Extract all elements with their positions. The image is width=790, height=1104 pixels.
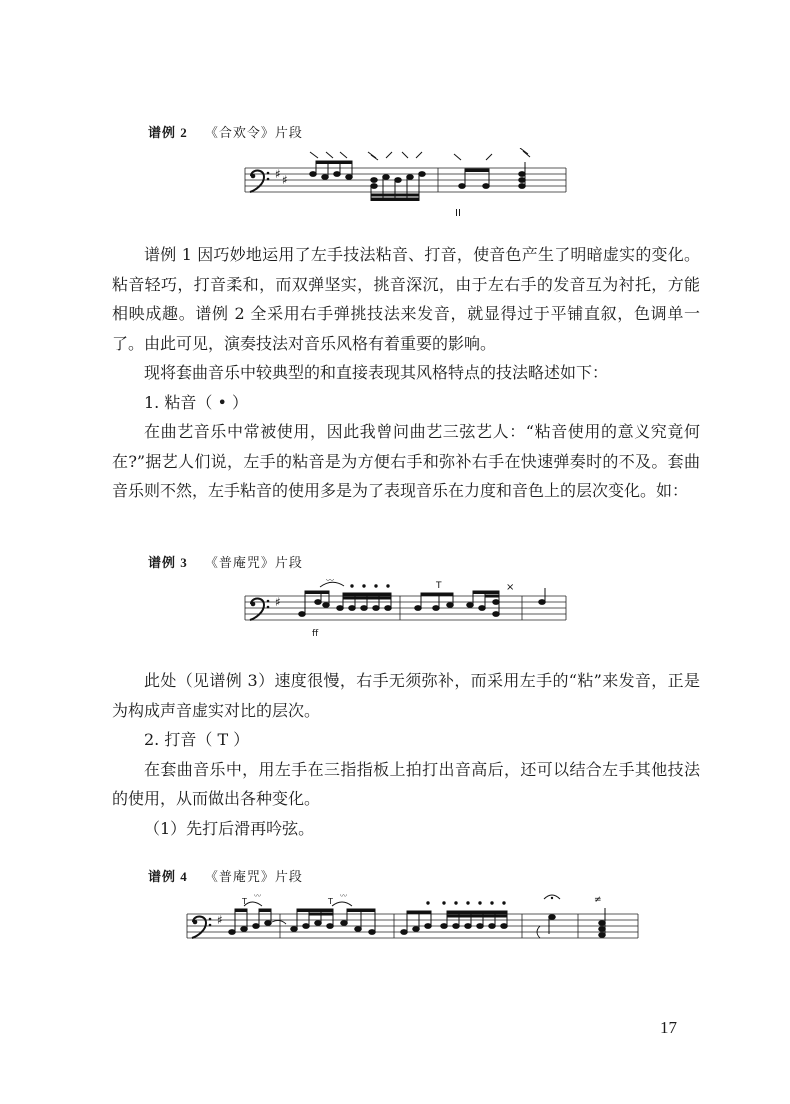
sharp-icon: ♯ (217, 913, 223, 927)
technique-marks (310, 148, 530, 160)
example-caption (148, 866, 303, 885)
slur-icon (332, 902, 352, 906)
example-label: 谱例 4 (148, 869, 188, 884)
annotation-text: T (328, 897, 333, 906)
sharp-icon: ♯ (282, 173, 288, 187)
annotation-text: T (436, 581, 442, 591)
paragraph: 在曲艺音乐中常被使用，因此我曾问曲艺三弦艺人：“粘音使用的意义究竟何在?”据艺人们说，左手的粘音是为方便右手和弥补右手在快速弹奏时的不及。套曲音乐则不然，左手粘音的使用多是为了表现音乐在力度和音色上的层次变化。如： (112, 422, 700, 500)
example-title: 《合欢令》片段 (204, 126, 303, 141)
example-caption (148, 552, 303, 571)
cross-mark-icon: × (506, 582, 515, 593)
paragraph: 谱例 1 因巧妙地运用了左手技法粘音、打音，使音色产生了明暗虚实的变化。粘音轻巧，打音柔和，而双弹坚实，挑音深沉，由于左右手的发音互为衬托，方能相映成趣。谱例 2 全采用右手弹挑技法来发音，就显得过于平铺直叙，色调单一了。由此可见，演奏技法对音乐风格有着重要的影响。 (112, 245, 700, 353)
mordent-icon: 〰 (254, 892, 261, 900)
example-label: 谱例 2 (148, 125, 188, 140)
sharp-icon: ♯ (275, 595, 281, 609)
music-score-example-2 (240, 148, 570, 223)
paragraph: 此处（见谱例 3）速度很慢，右手无须弥补，而采用左手的“粘”来发音，正是为构成声音虚实对比的层次。 (112, 671, 700, 720)
body-text-block (112, 240, 700, 506)
paragraph: （1）先打后滑再吟弦。 (144, 818, 315, 838)
mordent-icon: 〰 (326, 578, 334, 585)
slur-icon (272, 920, 286, 924)
paragraph: 现将套曲音乐中较典型的和直接表现其风格特点的技法略述如下： (144, 363, 609, 382)
music-score-example-4 (182, 890, 642, 962)
example-title: 《普庵咒》片段 (204, 870, 303, 885)
section-heading: 2. 打音（ T ） (144, 730, 250, 749)
section-heading: 1. 粘音（ • ） (144, 392, 248, 412)
tremolo-icon: ≠ (594, 895, 602, 905)
music-score-example-3 (240, 578, 570, 648)
body-text-block (112, 666, 700, 843)
example-caption (148, 122, 303, 141)
example-label: 谱例 3 (148, 555, 188, 570)
annotation-text: II (455, 208, 461, 219)
page-number: 17 (660, 1018, 677, 1037)
sharp-icon: ♯ (275, 167, 281, 181)
annotation-text: T (242, 897, 247, 906)
paragraph: 在套曲音乐中，用左手在三指指板上拍打出音高后，还可以结合左手其他技法的使用，从而做出各种变化。 (112, 759, 700, 808)
example-title: 《普庵咒》片段 (204, 556, 303, 571)
annotation-text: ff (312, 629, 319, 639)
mordent-icon: 〰 (340, 892, 347, 900)
